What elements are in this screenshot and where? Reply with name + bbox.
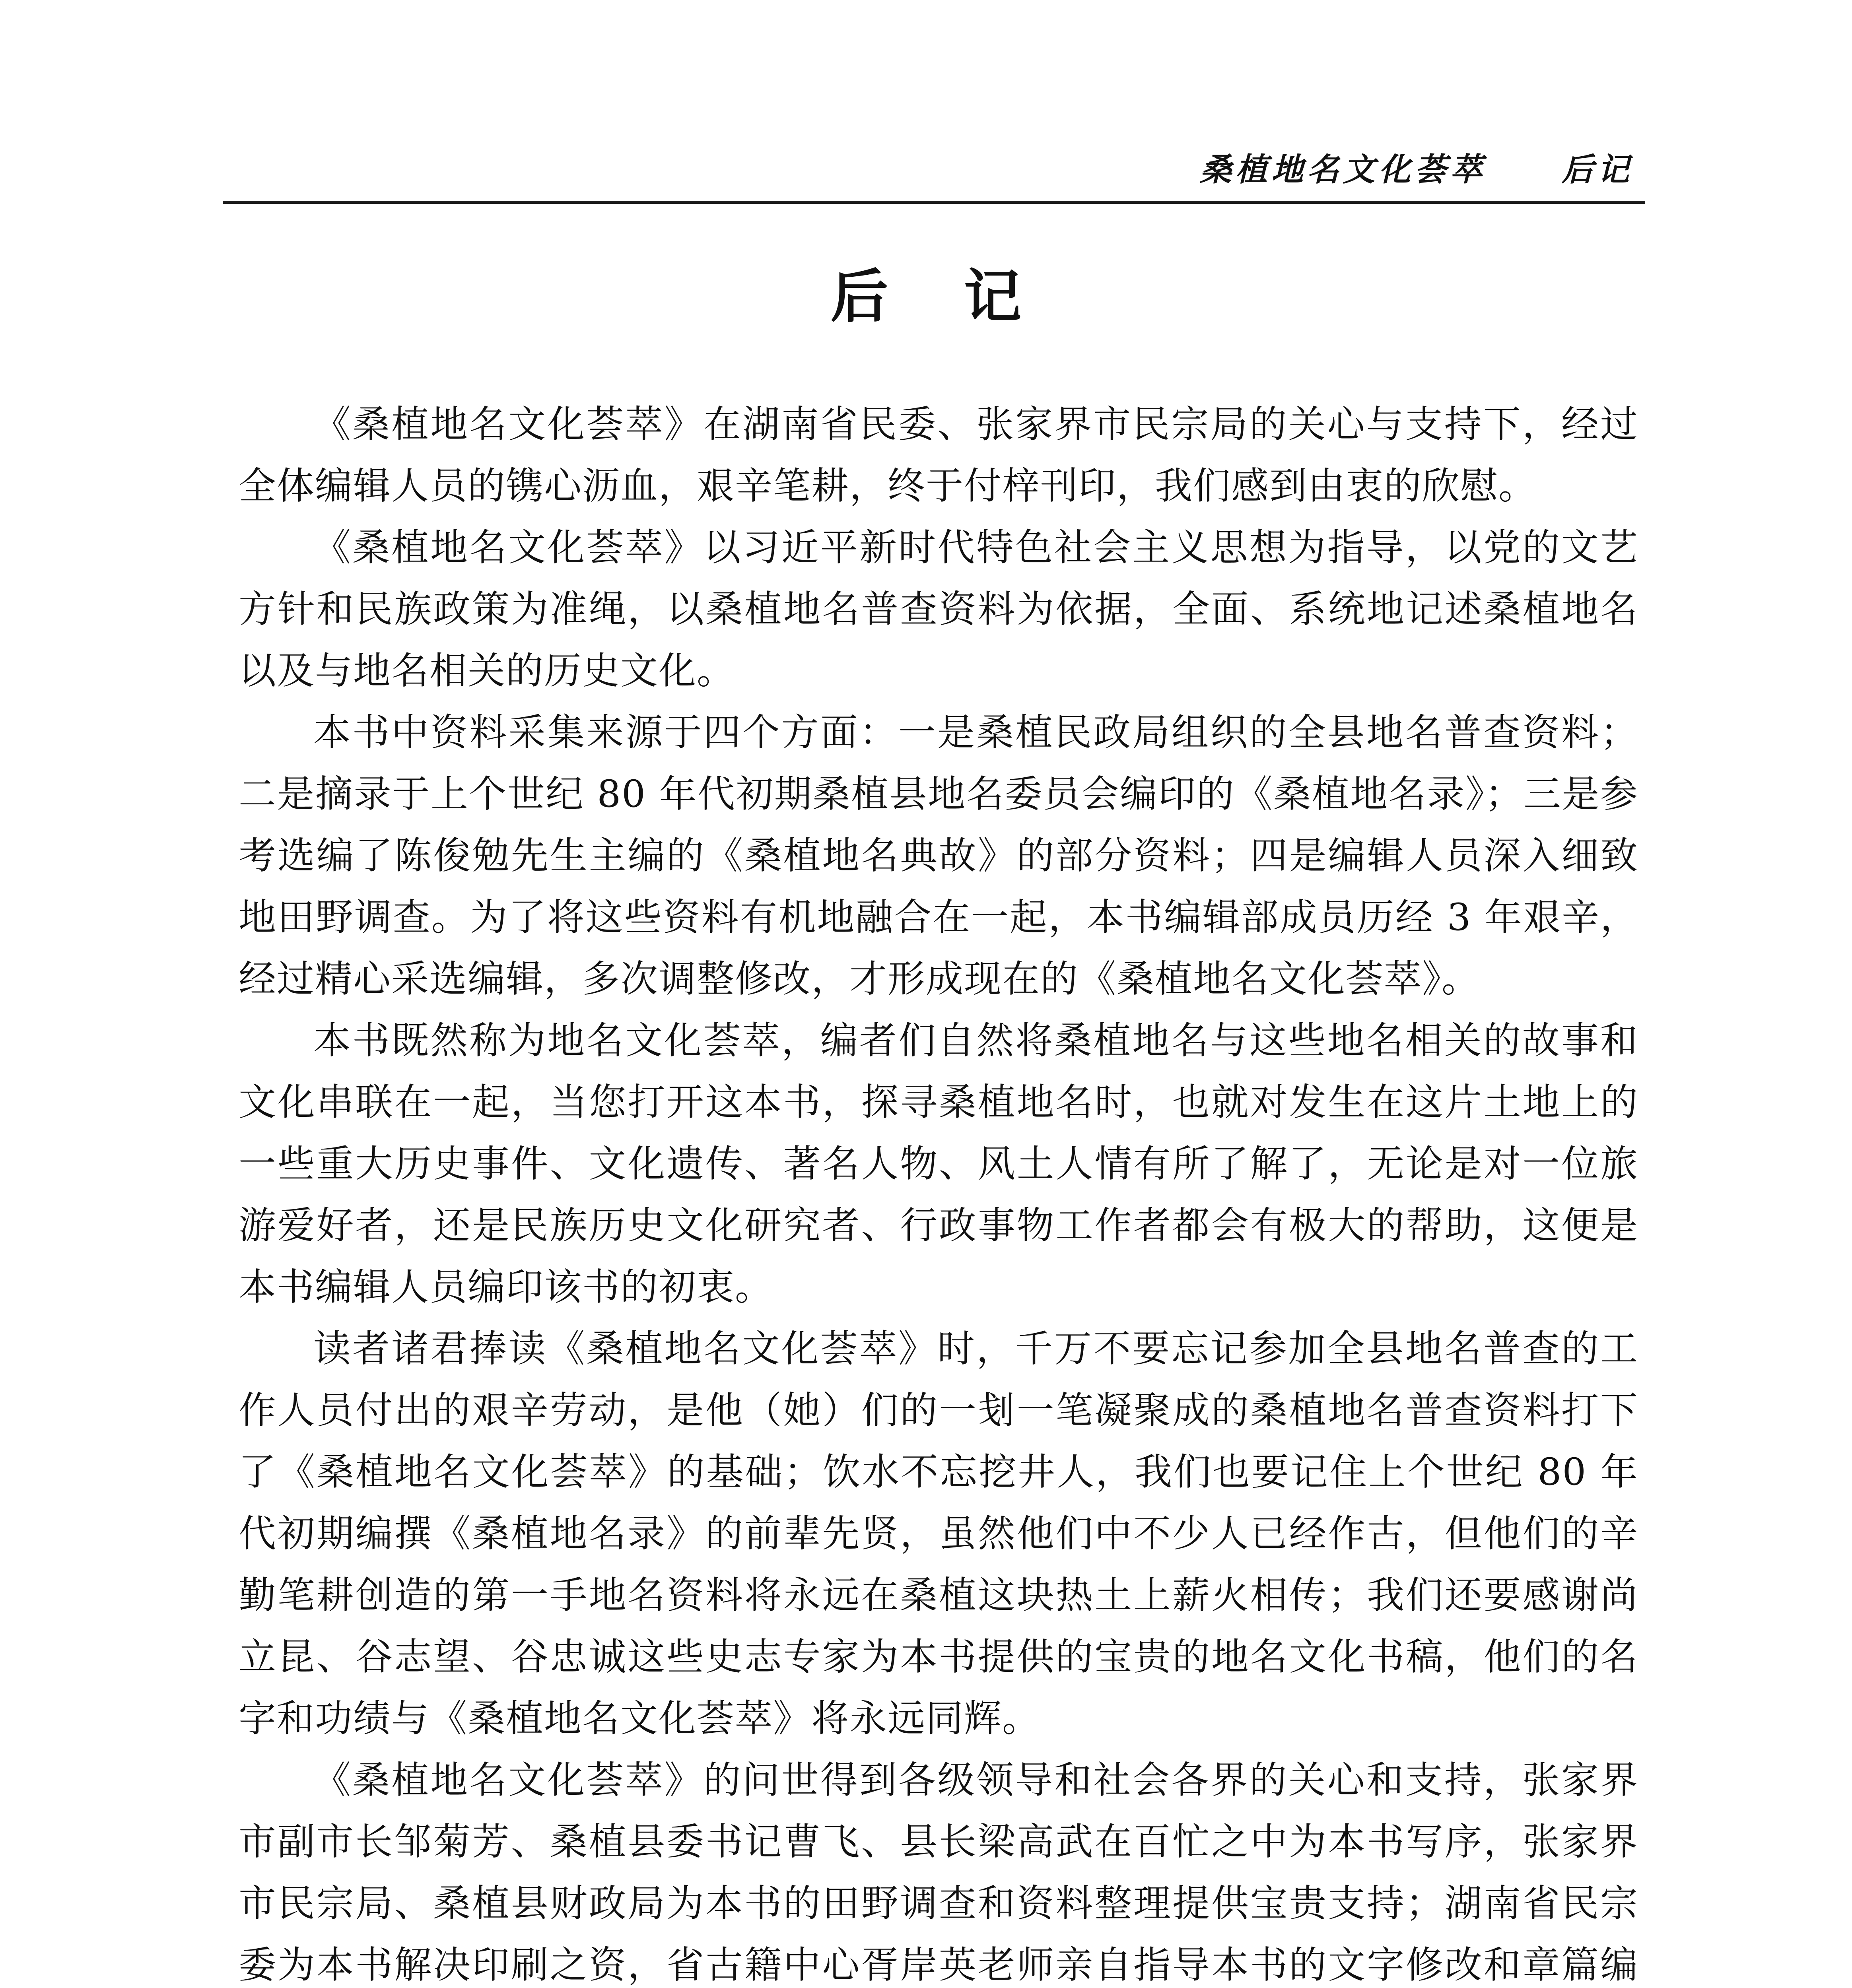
header-section-title: 后记	[1562, 151, 1633, 188]
page-title: 后记	[830, 263, 1097, 330]
paragraph: 读者诸君捧读《桑植地名文化荟萃》时，千万不要忘记参加全县地名普查的工作人员付出的艰辛劳动，是他（她）们的一刬一笔凝聚成的桑植地名普查资料打下了《桑植地名文化荟萃》的基础；饮水不忘挖井人，我们也要记住上个世纪 80 年代初期编撰《桑植地名录》的前辈先贤，虽然他们中不少人已经作古，但他们的辛勤笔耕创造的第一手地名资料将永远在桑植这块热土上薪火相传；我们还要感谢尚立昆、谷志望、谷忠诚这些史志专家为本书提供的宝贵的地名文化书稿，他们的名字和功绩与《桑植地名文化荟萃》将永远同辉。	[239, 1327, 1638, 1740]
paragraph: 《桑植地名文化荟萃》以习近平新时代特色社会主义思想为指导，以党的文艺方针和民族政策为准绳，以桑植地名普查资料为依据，全面、系统地记述桑植地名以及与地名相关的历史文化。	[239, 526, 1638, 693]
paragraph: 本书既然称为地名文化荟萃，编者们自然将桑植地名与这些地名相关的故事和文化串联在一起，当您打开这本书，探寻桑植地名时，也就对发生在这片土地上的一些重大历史事件、文化遗传、著名人物、风土人情有所了解了，无论是对一位旅游爱好者，还是民族历史文化研究者、行政事物工作者都会有极大的帮助，这便是本书编辑人员编印该书的初衷。	[239, 1019, 1638, 1309]
paragraph: 《桑植地名文化荟萃》在湖南省民委、张家界市民宗局的关心与支持下，经过全体编辑人员的镌心沥血，艰辛笔耕，终于付梓刊印，我们感到由衷的欣慰。	[239, 403, 1638, 508]
afterword-body	[239, 394, 1638, 1988]
paragraph: 《桑植地名文化荟萃》的问世得到各级领导和社会各界的关心和支持，张家界市副市长邹菊芳、桑植县委书记曹飞、县长梁高武在百忙之中为本书写序，张家界市民宗局、桑植县财政局为本书的田野调查和资料整理提供宝贵支持；湖南省民宗委为本书解决印刷之资，省古籍中心胥岸英老师亲自指导本书的文字修改和章篇编	[239, 1759, 1638, 1987]
header-book-title: 桑植地名文化荟萃	[1200, 151, 1486, 188]
running-header	[223, 141, 1645, 204]
paragraph: 本书中资料采集来源于四个方面：一是桑植民政局组织的全县地名普查资料；二是摘录于上个世纪 80 年代初期桑植县地名委员会编印的《桑植地名录》；三是参考选编了陈俊勉先生主编的《桑植地名典故》的部分资料；四是编辑人员深入细致地田野调查。为了将这些资料有机地融合在一起，本书编辑部成员历经 3 年艰辛，经过精心采选编辑，多次调整修改，才形成现在的《桑植地名文化荟萃》。	[239, 711, 1638, 1001]
